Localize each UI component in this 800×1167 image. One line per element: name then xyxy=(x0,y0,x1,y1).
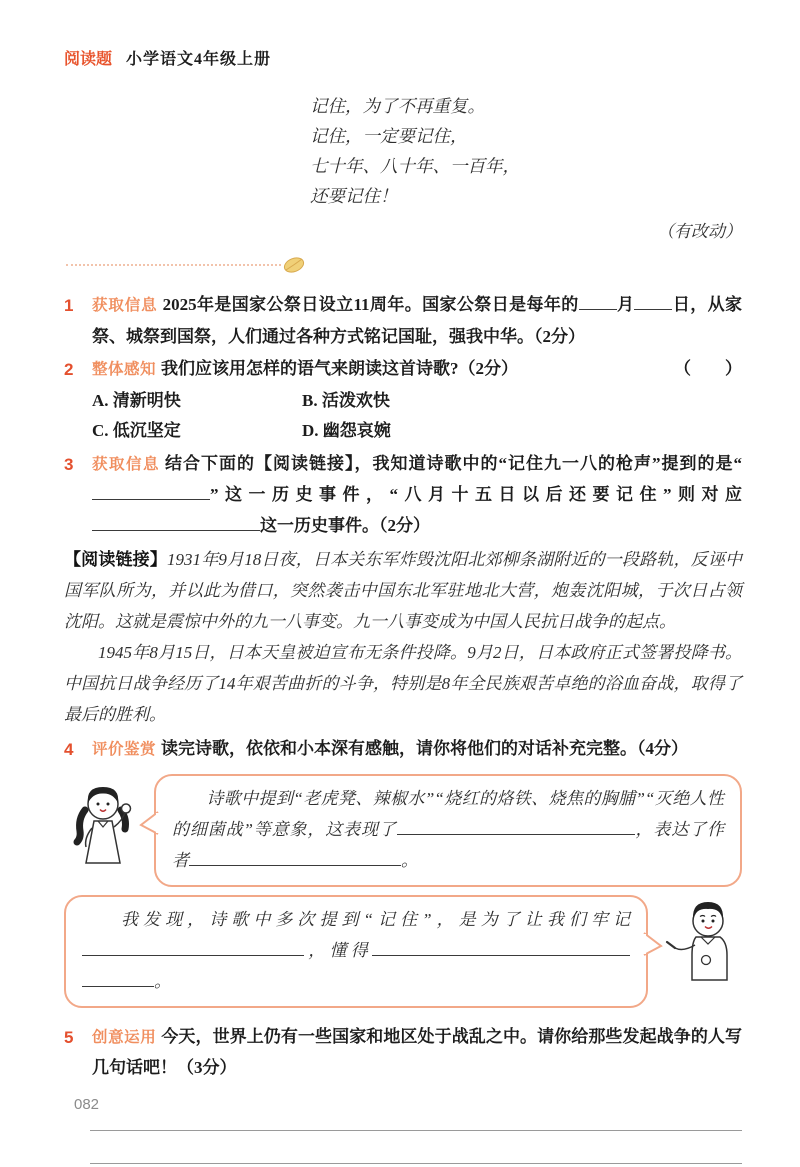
bubble2-text: ，懂得 xyxy=(304,940,372,960)
question-1-number: 1 xyxy=(64,296,74,315)
answer-blank-event1 xyxy=(92,486,210,500)
question-2-skill-tag: 整体感知 xyxy=(92,361,157,378)
header-section-tag: 阅读题 xyxy=(64,51,113,68)
reading-link-paragraph-2: 1945年8月15日，日本天皇被迫宣布无条件投降。9月2日，日本政府正式签署投降书。中国抗日战争经历了14年艰苦曲折的斗争，特别是8年全民族艰苦卓绝的浴血奋战，取得了最后的胜利。 xyxy=(64,643,742,724)
question-2-number: 2 xyxy=(64,360,74,379)
poem-line: 还要记住！ xyxy=(310,186,398,206)
divider-dotted-line xyxy=(66,264,281,266)
answer-blank-remember xyxy=(82,942,304,956)
question-5-number: 5 xyxy=(64,1027,74,1047)
answer-blank-imagery xyxy=(397,821,635,835)
question-5 xyxy=(64,1022,742,1084)
question-3-number: 3 xyxy=(64,454,74,474)
bubble1-text: 。 xyxy=(401,850,418,870)
question-2-options xyxy=(64,386,742,447)
reading-link-paragraph-1 xyxy=(64,544,742,637)
answer-parentheses: （ ） xyxy=(674,359,742,378)
question-1 xyxy=(64,290,742,352)
poem-attribution: （有改动） xyxy=(657,222,742,241)
dialog-girl-row xyxy=(64,774,742,887)
question-2 xyxy=(64,354,742,386)
bubble-tail-right xyxy=(643,931,663,957)
answer-blank-month xyxy=(579,296,617,310)
question-4-text: 读完诗歌，依依和小本深有感触，请你将他们的对话补充完整。（4分） xyxy=(161,739,689,758)
bubble1-text: 诗歌中提到“老虎凳、辣椒水”“烧红的烙铁、烧焦的胸脯”“灭绝人性的细菌战”等意象，这表现了 xyxy=(172,788,724,839)
answer-writing-area xyxy=(90,1098,742,1164)
question-2-text: 我们应该用怎样的语气来朗读这首诗歌?（2分） xyxy=(161,359,519,378)
bubble-tail-left xyxy=(139,810,159,836)
page-header xyxy=(64,46,742,69)
section-divider xyxy=(64,252,742,274)
poem-line: 七十年、八十年、一百年， xyxy=(310,156,520,176)
answer-blank-author-feeling xyxy=(189,852,401,866)
header-book-title: 小学语文4年级上册 xyxy=(126,51,272,68)
answer-writing-line xyxy=(90,1098,742,1131)
poem-excerpt xyxy=(310,91,742,211)
page-number: 082 xyxy=(74,1096,100,1113)
answer-blank-day xyxy=(634,296,672,310)
question-1-skill-tag: 获取信息 xyxy=(92,297,158,314)
option-c: C. 低沉坚定 xyxy=(92,421,181,440)
option-a: A. 清新明快 xyxy=(92,390,181,410)
option-b: B. 活泼欢快 xyxy=(302,390,390,410)
poem-line: 记住，为了不再重复。 xyxy=(310,96,485,116)
boy-speech-bubble xyxy=(64,895,648,1008)
question-1-text: 月 xyxy=(616,295,635,314)
question-3 xyxy=(64,449,742,542)
girl-speech-bubble xyxy=(154,774,742,887)
dialog-boy-row xyxy=(64,895,742,1008)
question-3-skill-tag: 获取信息 xyxy=(92,455,160,473)
answer-blank-understand-cont xyxy=(82,973,154,987)
question-3-text: 结合下面的【阅读链接】，我知道诗歌中的“记住九一八的枪声”提到的是“ xyxy=(165,453,742,473)
bubble2-text: 我发现，诗歌中多次提到“记住”，是为了让我们牢记 xyxy=(116,909,630,929)
bubble1-text: ，表达了作者 xyxy=(172,819,724,870)
question-4-number: 4 xyxy=(64,740,74,759)
reading-link-text-1: 1931年9月18日夜，日本关东军炸毁沈阳北郊柳条湖附近的一段路轨，反诬中国军队所为，并以此为借口，突然袭击中国东北军驻地北大营，炮轰沈阳城，于次日占领沈阳。这就是震惊中外的九一八事变。九一八事变成为中国人民抗日战争的起点。 xyxy=(64,550,743,631)
girl-student-illustration xyxy=(66,780,140,877)
reading-link-label: 【阅读链接】 xyxy=(64,550,168,569)
question-5-skill-tag: 创意运用 xyxy=(92,1028,157,1046)
question-1-text: 2025年是国家公祭日设立11周年。国家公祭日是每年的 xyxy=(162,295,579,314)
question-5-text: 今天，世界上仍有一些国家和地区处于战乱之中。请你给那些发起战争的人写几句话吧！（3分） xyxy=(92,1026,742,1077)
answer-writing-line xyxy=(90,1131,742,1164)
question-3-text: ”这一历史事件，“八月十五日以后还要记住”则对应 xyxy=(210,485,742,504)
question-4 xyxy=(64,734,742,766)
question-1-text: 日，从家祭、城祭到国祭，人们通过各种方式铭记国耻，强我中华。（2分） xyxy=(92,295,743,346)
answer-blank-event2 xyxy=(92,517,260,531)
poem-line: 记住，一定要记住， xyxy=(310,126,468,146)
bubble2-text: 。 xyxy=(154,971,171,991)
leaf-icon xyxy=(280,254,308,281)
question-4-skill-tag: 评价鉴赏 xyxy=(92,741,157,758)
option-d: D. 幽怨哀婉 xyxy=(302,421,391,440)
answer-blank-understand xyxy=(372,942,630,956)
question-3-text: 这一历史事件。（2分） xyxy=(260,515,430,535)
boy-student-illustration xyxy=(662,897,742,994)
reading-link-block xyxy=(64,544,742,730)
